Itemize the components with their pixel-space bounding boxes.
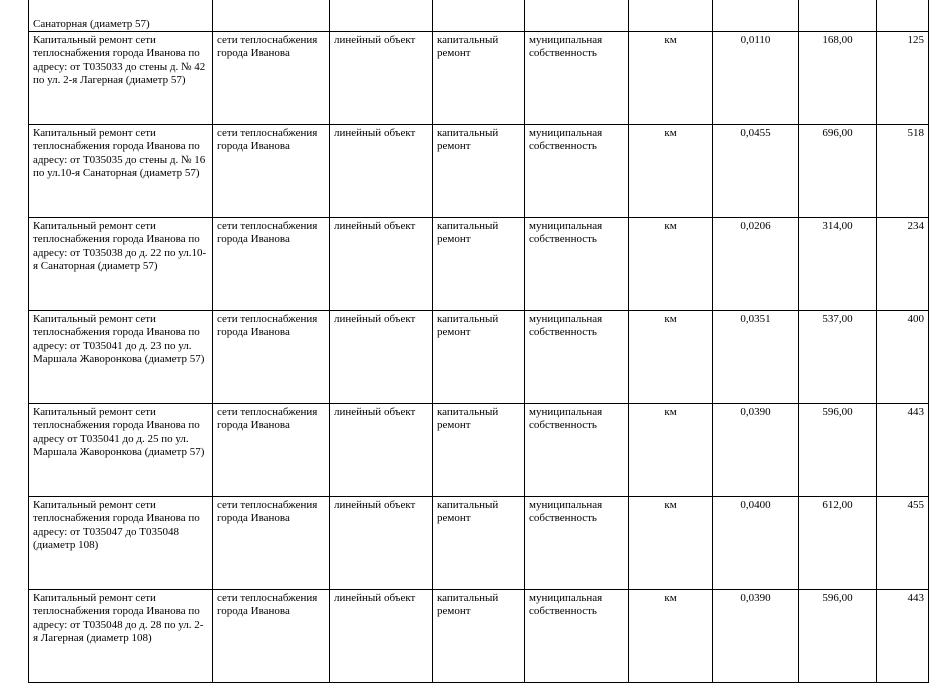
cell-property: муниципальная собственность xyxy=(525,311,629,404)
cell-cost: 596,00 xyxy=(799,404,877,497)
table-row xyxy=(29,404,929,497)
cell-work-type: капитальный ремонт xyxy=(433,497,525,590)
cell-length: 0,0455 xyxy=(713,125,799,218)
cell-next: 443 xyxy=(877,404,929,497)
cell-cost: 314,00 xyxy=(799,218,877,311)
cell-next: 400 xyxy=(877,311,929,404)
cell-object-type: линейный объект xyxy=(330,311,433,404)
cell-next: 443 xyxy=(877,590,929,683)
table-row xyxy=(29,497,929,590)
cell-unit: км xyxy=(629,311,713,404)
cell-property xyxy=(525,0,629,32)
cell-property: муниципальная собственность xyxy=(525,125,629,218)
cell-owner: сети теплоснабжения города Иванова xyxy=(213,218,330,311)
cell-cost: 596,00 xyxy=(799,590,877,683)
cell-length: 0,0351 xyxy=(713,311,799,404)
cell-cost: 612,00 xyxy=(799,497,877,590)
cell-length: 0,0110 xyxy=(713,32,799,125)
cell-name: Капитальный ремонт сети теплоснабжения города Иванова по адресу: от Т035035 до стены д. № 16 по ул.10-я Санаторная (диаметр 57) xyxy=(29,125,213,218)
cell-property: муниципальная собственность xyxy=(525,218,629,311)
cell-work-type: капитальный ремонт xyxy=(433,404,525,497)
cell-length: 0,0390 xyxy=(713,590,799,683)
cell-name xyxy=(29,0,213,32)
cell-object-type: линейный объект xyxy=(330,497,433,590)
cell-owner: сети теплоснабжения города Иванова xyxy=(213,404,330,497)
cell-unit: км xyxy=(629,404,713,497)
cell-unit: км xyxy=(629,590,713,683)
cell-owner: сети теплоснабжения города Иванова xyxy=(213,497,330,590)
cell-unit: км xyxy=(629,32,713,125)
cell-object-type: линейный объект xyxy=(330,32,433,125)
cell-name: Капитальный ремонт сети теплоснабжения города Иванова по адресу: от Т035047 до Т035048 (диаметр 108) xyxy=(29,497,213,590)
table-row xyxy=(29,218,929,311)
cell-owner: сети теплоснабжения города Иванова xyxy=(213,590,330,683)
cell-property: муниципальная собственность xyxy=(525,404,629,497)
cell-next xyxy=(877,0,929,32)
table-row xyxy=(29,32,929,125)
cell-object-type xyxy=(330,0,433,32)
cell-name: Капитальный ремонт сети теплоснабжения города Иванова по адресу: от Т035041 до д. 23 по ул. Маршала Жаворонкова (диаметр 57) xyxy=(29,311,213,404)
table-row xyxy=(29,311,929,404)
cell-next: 518 xyxy=(877,125,929,218)
cell-next: 455 xyxy=(877,497,929,590)
cell-unit xyxy=(629,0,713,32)
cell-name: Капитальный ремонт сети теплоснабжения города Иванова по адресу от Т035041 до д. 25 по ул. Маршала Жаворонкова (диаметр 57) xyxy=(29,404,213,497)
cell-object-type: линейный объект xyxy=(330,404,433,497)
cell-object-type: линейный объект xyxy=(330,218,433,311)
cell-name: Капитальный ремонт сети теплоснабжения города Иванова по адресу: от Т035048 до д. 28 по ул. 2-я Лагерная (диаметр 108) xyxy=(29,590,213,683)
cell-owner: сети теплоснабжения города Иванова xyxy=(213,311,330,404)
cell-owner xyxy=(213,0,330,32)
cell-next: 234 xyxy=(877,218,929,311)
table-body xyxy=(29,0,929,683)
cell-name: Капитальный ремонт сети теплоснабжения города Иванова по адресу: от Т035038 до д. 22 по ул.10-я Санаторная (диаметр 57) xyxy=(29,218,213,311)
cell-work-type: капитальный ремонт xyxy=(433,125,525,218)
cell-name: Капитальный ремонт сети теплоснабжения города Иванова по адресу: от Т035033 до стены д. № 42 по ул. 2-я Лагерная (диаметр 57) xyxy=(29,32,213,125)
table-row xyxy=(29,590,929,683)
objects-table xyxy=(28,0,929,683)
cell-length xyxy=(713,0,799,32)
cell-cost: 696,00 xyxy=(799,125,877,218)
cell-property: муниципальная собственность xyxy=(525,32,629,125)
cell-work-type: капитальный ремонт xyxy=(433,32,525,125)
cell-work-type: капитальный ремонт xyxy=(433,590,525,683)
cell-object-type: линейный объект xyxy=(330,590,433,683)
cell-object-type: линейный объект xyxy=(330,125,433,218)
cell-unit: км xyxy=(629,125,713,218)
cell-property: муниципальная собственность xyxy=(525,497,629,590)
cell-owner: сети теплоснабжения города Иванова xyxy=(213,32,330,125)
cell-unit: км xyxy=(629,218,713,311)
cell-work-type xyxy=(433,0,525,32)
table-row-fragment xyxy=(29,0,929,32)
cell-length: 0,0390 xyxy=(713,404,799,497)
cell-cost: 168,00 xyxy=(799,32,877,125)
cell-length: 0,0400 xyxy=(713,497,799,590)
cell-length: 0,0206 xyxy=(713,218,799,311)
cell-owner: сети теплоснабжения города Иванова xyxy=(213,125,330,218)
cell-unit: км xyxy=(629,497,713,590)
table-row xyxy=(29,125,929,218)
cell-cost: 537,00 xyxy=(799,311,877,404)
cell-next: 125 xyxy=(877,32,929,125)
cell-work-type: капитальный ремонт xyxy=(433,311,525,404)
cell-work-type: капитальный ремонт xyxy=(433,218,525,311)
cell-text: Санаторная (диаметр 57) xyxy=(33,17,150,30)
cell-cost xyxy=(799,0,877,32)
cell-property: муниципальная собственность xyxy=(525,590,629,683)
